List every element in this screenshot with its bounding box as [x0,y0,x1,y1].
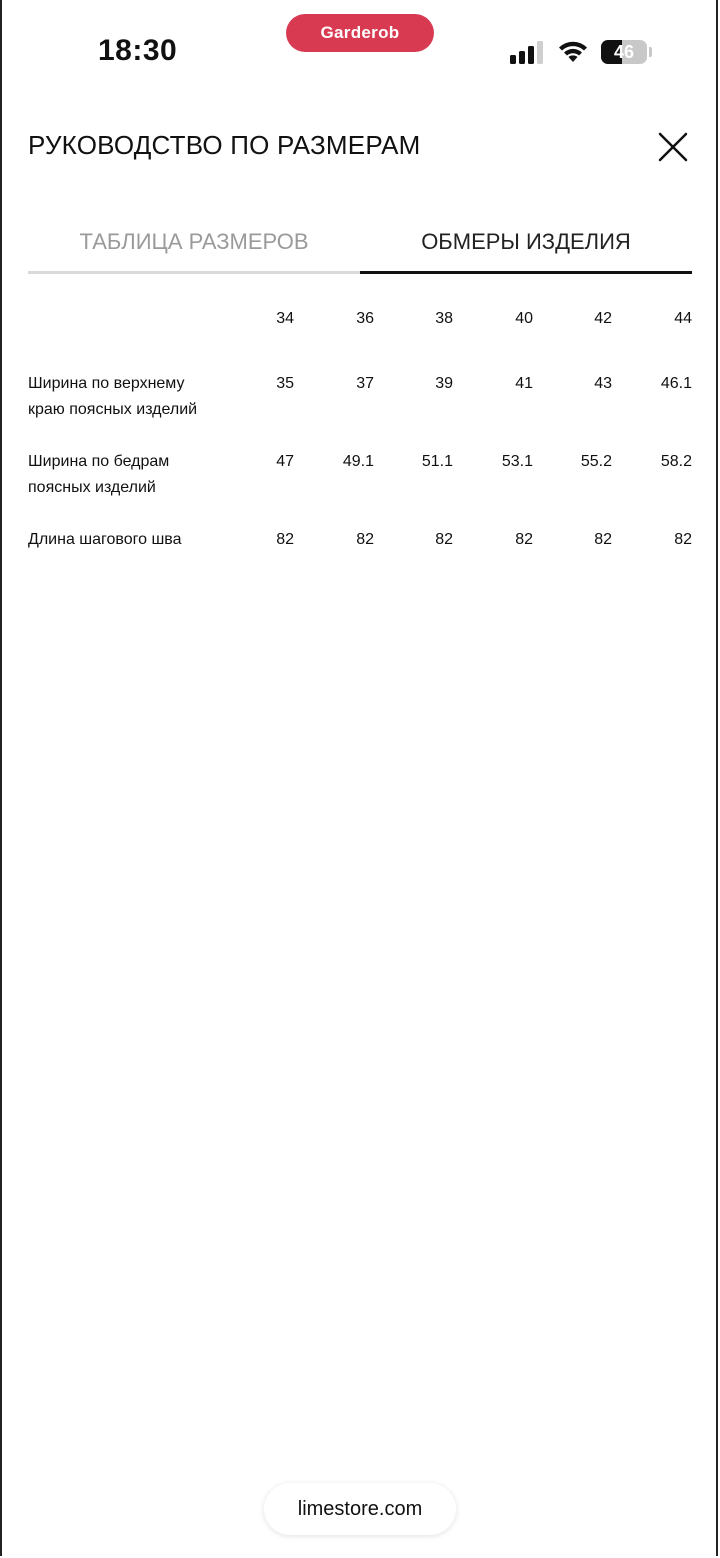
size-header-cell: 40 [515,310,533,327]
table-cell: 51.1 [421,453,453,470]
url-text: limestore.com [297,1497,423,1520]
table-cell: 49.1 [342,453,374,470]
row-label-line: поясных изделий [28,479,156,496]
status-time: 18:30 [98,34,178,67]
row-label [28,527,238,553]
row-label-line: краю поясных изделий [28,401,198,418]
table-cell: 82 [276,531,294,548]
row-label [28,371,238,423]
table-cell: 39 [435,375,453,392]
table-cell: 47 [276,453,294,470]
row-label-line: Длина шагового шва [28,531,182,548]
table-cell: 82 [594,531,612,548]
table-cell: 58.2 [660,453,692,470]
table-cell: 82 [356,531,374,548]
battery-percentage: 46 [613,41,635,62]
table-cell: 41 [515,375,533,392]
close-icon [652,126,694,168]
app-indicator-label: Garderob [320,23,400,42]
size-header-cell: 36 [356,310,374,327]
table-cell: 43 [594,375,612,392]
size-header-cell: 42 [594,310,612,327]
browser-url-pill[interactable] [264,1483,456,1535]
table-cell: 82 [515,531,533,548]
row-label [28,449,238,501]
table-cell: 53.1 [501,453,533,470]
row-label-line: Ширина по верхнему [28,375,185,392]
tab-size-table[interactable]: ТАБЛИЦА РАЗМЕРОВ [28,222,360,274]
app-indicator-pill[interactable] [286,14,434,52]
page-title: РУКОВОДСТВО ПО РАЗМЕРАМ [28,130,421,160]
tab-garment-measurements[interactable]: ОБМЕРЫ ИЗДЕЛИЯ [360,222,692,274]
cellular-signal-icon [510,40,548,64]
battery-tip [649,47,652,57]
table-cell: 46.1 [660,375,692,392]
close-button[interactable] [652,126,694,168]
table-cell: 55.2 [580,453,612,470]
size-header-cell: 34 [276,310,294,327]
size-header-cell: 44 [674,310,692,327]
table-cell: 82 [674,531,692,548]
size-guide-tabs [28,222,692,274]
table-cell: 37 [356,375,374,392]
battery-icon [601,40,647,64]
size-header-cell: 38 [435,310,453,327]
table-cell: 82 [435,531,453,548]
wifi-icon [556,38,590,64]
row-label-line: Ширина по бедрам [28,453,170,470]
table-cell: 35 [276,375,294,392]
